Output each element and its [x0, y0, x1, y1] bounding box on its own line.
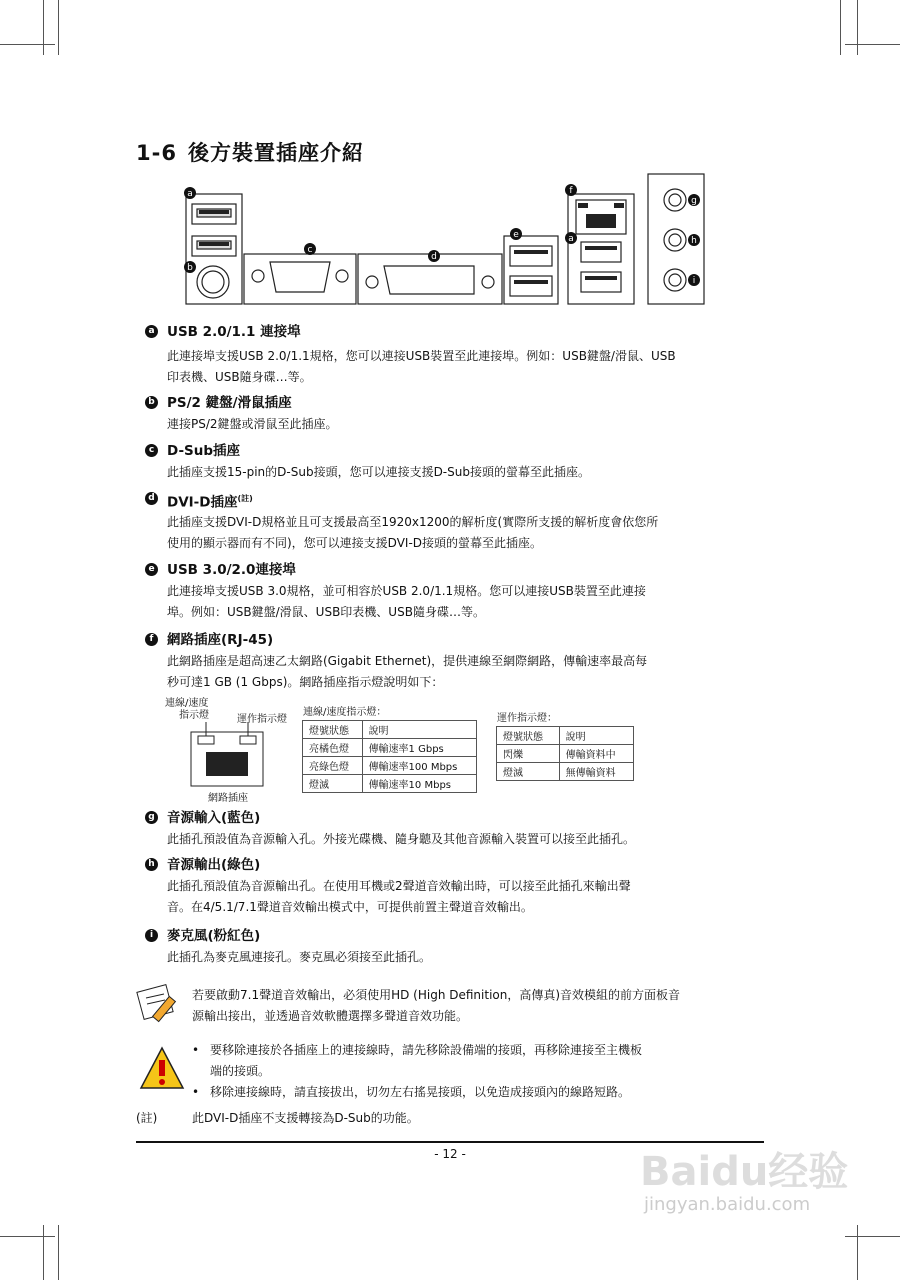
bullet-f: f [145, 633, 158, 646]
crop-mark [857, 0, 858, 55]
speed-table: 燈號狀態 說明 亮橘色燈 傳輸速率1 Gbps 亮綠色燈 傳輸速率100 Mbps 燈滅 傳輸速率10 Mbps [302, 720, 477, 793]
item-title: USB 3.0/2.0連接埠 [167, 562, 296, 578]
watermark-logo: Baidu经验 [640, 1149, 849, 1195]
panel-label-c: c [307, 245, 313, 255]
section-number: 1-6 [136, 141, 177, 165]
item-title: 音源輸出(綠色) [167, 857, 261, 873]
panel-label-i: i [692, 276, 696, 286]
item-desc: 此網路插座是超高速乙太網路(Gigabit Ethernet)，提供連線至網際網路，傳輸速率最高每 秒可達1 GB (1 Gbps)。網路插座指示燈說明如下： [167, 654, 648, 689]
activity-table-caption: 運作指示燈： [497, 713, 557, 724]
bullet-b: b [145, 396, 158, 409]
section-heading: 後方裝置插座介紹 [188, 141, 364, 165]
bullet-g: g [145, 811, 158, 824]
rear-panel-diagram [184, 170, 724, 305]
watermark-url: jingyan.baidu.com [644, 1194, 811, 1215]
item-desc: 此插孔預設值為音源輸出孔。在使用耳機或2聲道音效輸出時，可以接至此插孔來輸出聲 音。在4/5.1/7.1聲道音效輸出模式中，可提供前置主聲道音效輸出。 [167, 879, 631, 914]
lan-activity-label: 運作指示燈 [237, 714, 287, 725]
bullet-a: a [145, 325, 158, 338]
pencil-note-icon [136, 982, 186, 1024]
panel-label-g: g [691, 196, 697, 206]
crop-mark [58, 0, 59, 55]
crop-mark [58, 1225, 59, 1280]
lan-port-label: 網路插座 [208, 793, 248, 804]
panel-label-b: b [187, 263, 193, 273]
crop-mark [845, 1236, 900, 1237]
hd-audio-note: 若要啟動7.1聲道音效輸出，必須使用HD (High Definition，高傳真)音效模組的前方面板音 源輸出接出，並透過音效軟體選擇多聲道音效功能。 [192, 988, 681, 1023]
panel-label-a2: a [568, 234, 574, 244]
item-title: D-Sub插座 [167, 443, 241, 459]
item-desc: 此連接埠支援USB 3.0規格，並可相容於USB 2.0/1.1規格。您可以連接USB裝置至此連接 埠。例如：USB鍵盤/滑鼠、USB印表機、USB隨身碟…等。 [167, 584, 646, 619]
bullet-i: i [145, 929, 158, 942]
lan-speed-label: 連線/速度 指示燈 [165, 698, 209, 721]
footnote-mark: (註) [136, 1111, 158, 1125]
bullet-c: c [145, 444, 158, 457]
item-desc: 此插孔為麥克風連接孔。麥克風必須接至此插孔。 [167, 950, 432, 964]
warning-note-1: • 要移除連接於各插座上的連接線時，請先移除設備端的接頭，再移除連接至主機板 端的接頭。 [192, 1043, 643, 1078]
page-number: - 12 - [434, 1147, 466, 1161]
item-desc: 此插孔預設值為音源輸入孔。外接光碟機、隨身聽及其他音源輸入裝置可以接至此插孔。 [167, 832, 636, 846]
crop-mark [43, 0, 44, 55]
panel-label-a: a [187, 189, 193, 199]
panel-label-f: f [569, 186, 573, 196]
speed-table-caption: 連線/速度指示燈： [303, 707, 387, 718]
lan-port-icon [190, 722, 266, 788]
item-desc: 此插座支援15-pin的D-Sub接頭，您可以連接支援D-Sub接頭的螢幕至此插座。 [167, 465, 590, 479]
crop-mark [840, 0, 841, 55]
item-title: 音源輸入(藍色) [167, 810, 261, 826]
item-desc: 此連接埠支援USB 2.0/1.1規格，您可以連接USB裝置至此連接埠。例如：USB鍵盤/滑鼠、USB 印表機、USB隨身碟…等。 [167, 349, 676, 384]
item-title: PS/2 鍵盤/滑鼠插座 [167, 395, 292, 411]
panel-label-e: e [513, 230, 519, 240]
item-title: 網路插座(RJ-45) [167, 632, 274, 648]
crop-mark [0, 44, 55, 45]
crop-mark [0, 1236, 55, 1237]
crop-mark [857, 1225, 858, 1280]
footnote-text: 此DVI-D插座不支援轉接為D-Sub的功能。 [192, 1111, 419, 1125]
item-title: 麥克風(粉紅色) [167, 928, 261, 944]
activity-table: 燈號狀態 說明 閃爍 傳輸資料中 燈滅 無傳輸資料 [496, 726, 634, 781]
bullet-e: e [145, 563, 158, 576]
bullet-d: d [145, 492, 158, 505]
item-desc: 連接PS/2鍵盤或滑鼠至此插座。 [167, 417, 338, 431]
footer-rule [136, 1141, 764, 1143]
crop-mark [845, 44, 900, 45]
warning-icon [139, 1044, 185, 1092]
section-title [136, 137, 364, 167]
note-ref: (註) [237, 494, 253, 503]
panel-label-d: d [431, 252, 437, 262]
panel-label-h: h [691, 236, 697, 246]
crop-mark [43, 1225, 44, 1280]
bullet-h: h [145, 858, 158, 871]
item-title: DVI-D插座 [167, 494, 238, 511]
warning-note-2: • 移除連接線時，請直接拔出，切勿左右搖晃接頭，以免造成接頭內的線路短路。 [192, 1085, 631, 1099]
item-desc: 此插座支援DVI-D規格並且可支援最高至1920x1200的解析度(實際所支援的解析度會依您所 使用的顯示器而有不同)，您可以連接支援DVI-D接頭的螢幕至此插座。 [167, 515, 659, 550]
baidu-watermark [640, 1150, 848, 1215]
item-title: USB 2.0/1.1 連接埠 [167, 324, 301, 340]
